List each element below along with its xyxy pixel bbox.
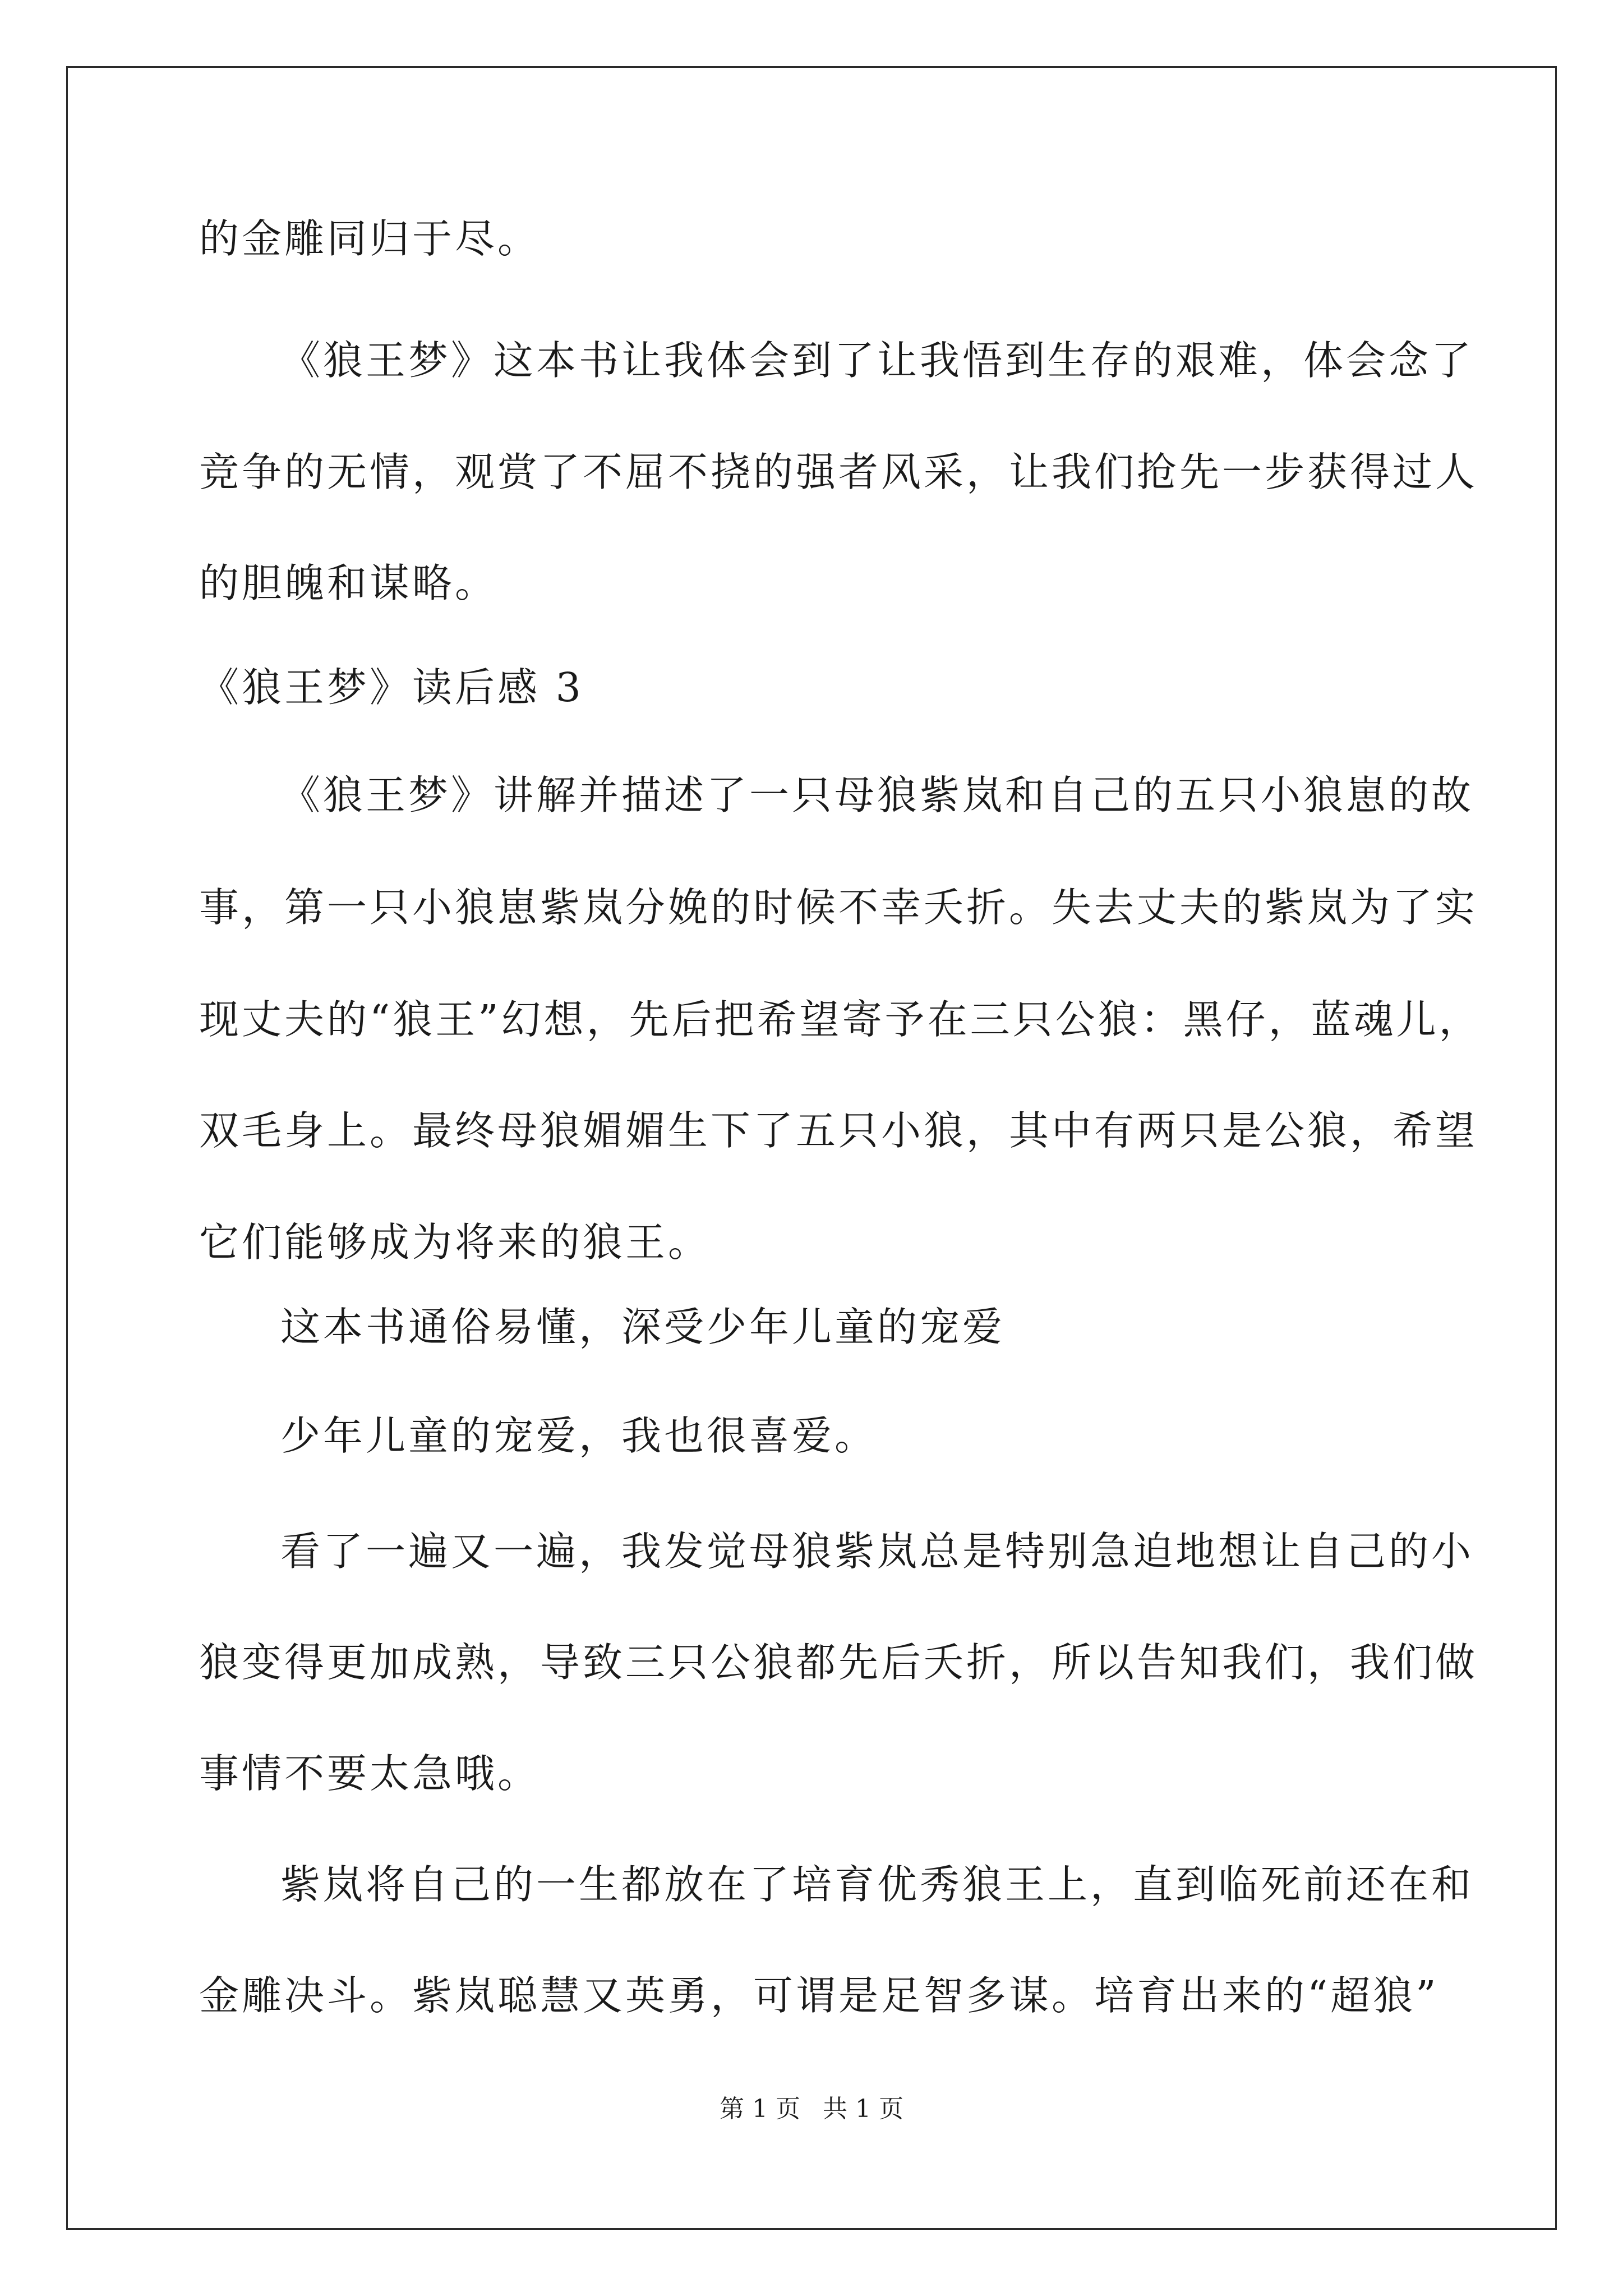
text-line: 少年儿童的宠爱，我也很喜爱。: [280, 1412, 878, 1459]
text-line: 《狼王梦》讲解并描述了一只母狼紫岚和自己的五只小狼崽的故: [280, 772, 1474, 818]
text-line: 这本书通俗易懂，深受少年儿童的宠爱: [280, 1304, 1006, 1350]
text-line: 金雕决斗。紫岚聪慧又英勇，可谓是足智多谋。培育出来的“超狼”: [199, 1972, 1439, 2019]
page-footer: [0, 2092, 1623, 2126]
text-line: 现丈夫的“狼王”幻想，先后把希望寄予在三只公狼：黑仔，蓝魂儿，: [199, 996, 1482, 1043]
text-line: 看了一遍又一遍，我发觉母狼紫岚总是特别急迫地想让自己的小: [280, 1528, 1474, 1575]
text-line: 事，第一只小狼崽紫岚分娩的时候不幸夭折。失去丈夫的紫岚为了实: [199, 884, 1478, 931]
page-number: 第 1 页: [720, 2095, 800, 2123]
text-line: 紫岚将自己的一生都放在了培育优秀狼王上，直到临死前还在和: [280, 1861, 1474, 1908]
text-line: 的金雕同归于尽。: [199, 215, 541, 262]
text-line: 双毛身上。最终母狼媚媚生下了五只小狼，其中有两只是公狼，希望: [199, 1107, 1478, 1154]
text-line: 它们能够成为将来的狼王。: [199, 1219, 711, 1266]
text-line: 事情不要太急哦。: [199, 1750, 541, 1797]
text-line: 的胆魄和谋略。: [199, 560, 498, 606]
page-total: 共 1 页: [823, 2095, 903, 2123]
section-heading: 《狼王梦》读后感 3: [199, 664, 584, 711]
text-line: 《狼王梦》这本书让我体会到了让我悟到生存的艰难，体会念了: [280, 337, 1474, 384]
text-line: 竞争的无情，观赏了不屈不挠的强者风采，让我们抢先一步获得过人: [199, 449, 1478, 495]
text-line: 狼变得更加成熟，导致三只公狼都先后夭折，所以告知我们，我们做: [199, 1639, 1478, 1686]
